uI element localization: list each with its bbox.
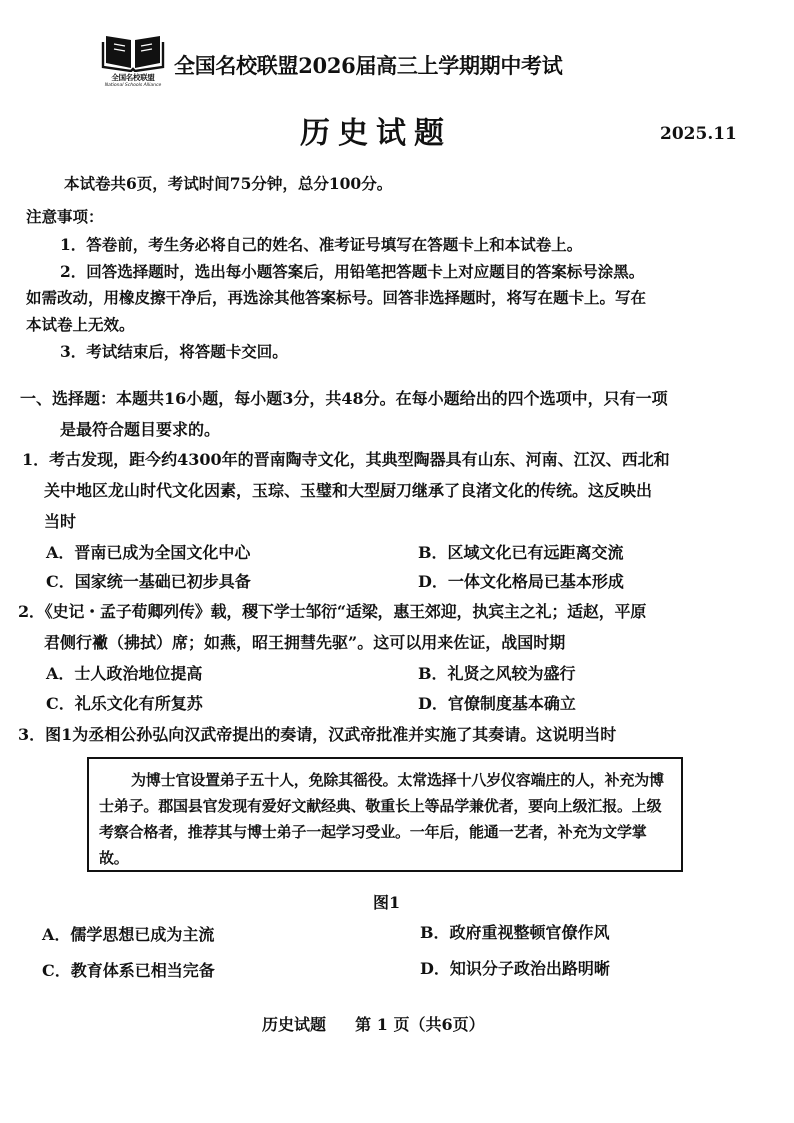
question-1-line-3: 当时 <box>44 512 77 531</box>
paper-intro: 本试卷共6页，考试时间75分钟，总分100分。 <box>64 174 393 193</box>
question-1-option-b[interactable]: B．区域文化已有远距离交流 <box>418 543 624 562</box>
question-3-line-1: 3．图1为丞相公孙弘向汉武帝提出的奏请，汉武帝批准并实施了其奏请。这说明当时 <box>18 725 617 744</box>
question-1-line-1: 1．考古发现，距今约4300年的晋南陶寺文化，其典型陶器具有山东、河南、江汉、西北和 <box>22 450 670 469</box>
notice-item-3: 3．考试结束后，将答题卡交回。 <box>60 342 288 361</box>
exam-date: 2025.11 <box>660 124 737 144</box>
question-1-line-2: 关中地区龙山时代文化因素，玉琮、玉璧和大型厨刀继承了良渚文化的传统。这反映出 <box>44 481 653 500</box>
exam-title: 全国名校联盟2026届高三上学期期中考试 <box>174 53 563 78</box>
question-3-option-c[interactable]: C．教育体系已相当完备 <box>42 961 215 980</box>
footer-page-number: 第 1 页（共6页） <box>355 1015 485 1034</box>
paper-title: 历史试题 <box>300 116 452 151</box>
logo-english-text: National Schools Alliance <box>104 83 162 88</box>
question-2-option-b[interactable]: B．礼贤之风较为盛行 <box>418 664 576 683</box>
question-1-option-c[interactable]: C．国家统一基础已初步具备 <box>46 572 251 591</box>
notice-item-2-line-1: 2．回答选择题时，选出每小题答案后，用铅笔把答题卡上对应题目的答案标号涂黑。 <box>60 262 645 281</box>
question-2-line-1: 2．《史记・孟子荀卿列传》载，稷下学士邹衍“适梁，惠王郊迎，执宾主之礼；适赵，平原 <box>18 602 647 621</box>
logo-chinese-text: 全国名校联盟 <box>111 73 155 82</box>
notice-item-1: 1．答卷前，考生务必将自己的姓名、准考证号填写在答题卡上和本试卷上。 <box>60 235 583 254</box>
footer-subject: 历史试题 <box>262 1015 327 1034</box>
figure-1-quote-text: 为博士官设置弟子五十人，免除其徭役。太常选择十八岁仪容端庄的人，补充为博士弟子。郡国县官发现有爱好文献经典、敬重长上等品学兼优者，要向上级汇报。上级考察合格者，推荐其与博士弟子一起学习受业。一年后，能通一艺者，补充为文学掌故。 <box>99 771 664 867</box>
question-2-option-a[interactable]: A．士人政治地位提高 <box>46 664 203 683</box>
question-3-option-b[interactable]: B．政府重视整顿官僚作风 <box>420 923 610 942</box>
question-1-option-a[interactable]: A．晋南已成为全国文化中心 <box>46 543 251 562</box>
section-heading-line-2: 是最符合题目要求的。 <box>60 420 221 439</box>
question-3-option-a[interactable]: A．儒学思想已成为主流 <box>42 925 215 944</box>
question-2-option-d[interactable]: D．官僚制度基本确立 <box>418 694 576 713</box>
book-icon <box>98 30 168 72</box>
notice-heading: 注意事项： <box>26 207 104 226</box>
page-footer <box>262 1012 485 1035</box>
question-1-option-d[interactable]: D．一体文化格局已基本形成 <box>418 572 624 591</box>
notice-item-2-line-3: 本试卷上无效。 <box>26 315 135 334</box>
question-2-option-c[interactable]: C．礼乐文化有所复苏 <box>46 694 203 713</box>
figure-1-caption: 图1 <box>373 893 401 912</box>
alliance-logo <box>98 30 168 96</box>
section-heading-line-1: 一、选择题：本题共16小题，每小题3分，共48分。在每小题给出的四个选项中，只有一项 <box>20 389 668 408</box>
question-2-line-2: 君侧行襒（拂拭）席；如燕，昭王拥彗先驱”。这可以用来佐证，战国时期 <box>44 633 566 652</box>
question-3-option-d[interactable]: D．知识分子政治出路明晰 <box>420 959 610 978</box>
notice-item-2-line-2: 如需改动，用橡皮擦干净后，再选涂其他答案标号。回答非选择题时，将写在题卡上。写在 <box>26 288 647 307</box>
figure-1-quote-box <box>87 757 683 872</box>
